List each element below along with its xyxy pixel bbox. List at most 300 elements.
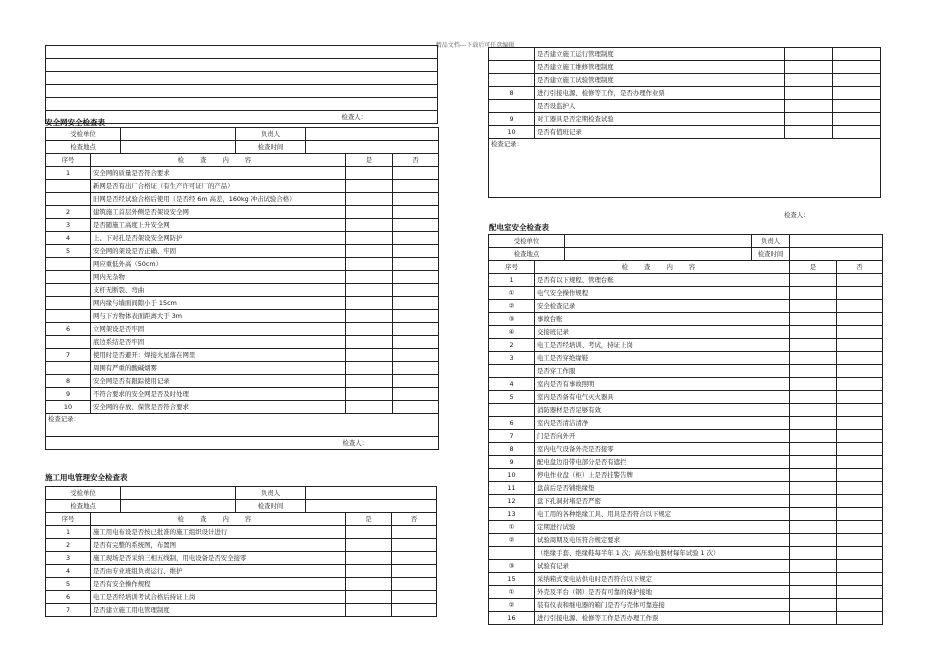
- no-cell[interactable]: [393, 388, 439, 401]
- no-cell[interactable]: [393, 167, 439, 180]
- row-number: [46, 271, 91, 284]
- col-yes-header: 是: [346, 154, 393, 167]
- no-cell[interactable]: [837, 313, 883, 326]
- no-cell[interactable]: [837, 404, 883, 417]
- row-check-item: 是否建立施工维修管理制度: [535, 61, 785, 74]
- table-row: [46, 375, 439, 388]
- right-inspector-label: 检查人：: [784, 211, 810, 219]
- row-check-item: 上、下对孔是否架设安全网防护: [91, 232, 346, 245]
- leader-value[interactable]: [306, 128, 439, 141]
- row-number: [46, 284, 91, 297]
- table-row: [489, 113, 881, 126]
- table-row: [489, 404, 883, 417]
- no-cell[interactable]: [837, 508, 883, 521]
- no-cell[interactable]: [393, 284, 439, 297]
- row-number: ①: [489, 287, 535, 300]
- yes-cell[interactable]: [790, 573, 837, 586]
- no-cell[interactable]: [392, 539, 437, 552]
- time-value[interactable]: [306, 141, 439, 154]
- table-row: [489, 300, 883, 313]
- row-number: 6: [46, 591, 91, 604]
- top-blank-table: [45, 45, 438, 124]
- no-cell[interactable]: [393, 245, 439, 258]
- no-cell[interactable]: [837, 430, 883, 443]
- yes-cell[interactable]: [346, 323, 393, 336]
- yes-cell[interactable]: [785, 48, 833, 61]
- no-cell[interactable]: [837, 560, 883, 573]
- blank-row: [46, 85, 438, 98]
- row-number: [46, 310, 91, 323]
- row-number: 12: [489, 495, 535, 508]
- row-check-item: 装有仪表和继电器的箱门是否与壳体可靠连接: [535, 599, 790, 612]
- yes-cell[interactable]: [346, 375, 393, 388]
- row-check-item: 是否有安全操作规程: [91, 578, 346, 591]
- row-check-item: 事故台账: [535, 313, 790, 326]
- time-value[interactable]: [306, 500, 437, 513]
- yes-cell[interactable]: [790, 404, 837, 417]
- no-cell[interactable]: [393, 193, 439, 206]
- row-check-item: 停电作业盘（柜）上是否挂警告牌: [535, 469, 790, 482]
- table-row: [489, 365, 883, 378]
- no-cell[interactable]: [837, 352, 883, 365]
- table-row: [46, 310, 439, 323]
- no-cell[interactable]: [837, 573, 883, 586]
- table-row: [489, 599, 883, 612]
- no-cell[interactable]: [833, 61, 881, 74]
- table-row: [46, 401, 439, 414]
- yes-cell[interactable]: [790, 469, 837, 482]
- yes-cell[interactable]: [790, 313, 837, 326]
- time-label: 检查时间: [236, 500, 306, 513]
- row-check-item: 外壳及平台（钢）是否有可靠的保护接地: [535, 586, 790, 599]
- row-check-item: 进行引接电源、检修等工作，是否办理作业票: [535, 87, 785, 100]
- col-content-header: 检 查 内 容: [91, 154, 346, 167]
- no-cell[interactable]: [393, 232, 439, 245]
- row-number: 5: [46, 245, 91, 258]
- table-row: [46, 604, 437, 617]
- row-check-item: 交接班记录: [535, 326, 790, 339]
- yes-cell[interactable]: [346, 388, 393, 401]
- record-cell[interactable]: [46, 414, 439, 437]
- row-check-item: 门是否向外开: [535, 430, 790, 443]
- no-cell[interactable]: [393, 349, 439, 362]
- yes-cell[interactable]: [790, 521, 837, 534]
- inspector-cell: 检查人：: [46, 437, 439, 450]
- row-check-item: 支杆无断裂、弯曲: [91, 284, 346, 297]
- yes-cell[interactable]: [346, 578, 392, 591]
- no-cell[interactable]: [393, 362, 439, 375]
- row-check-item: 使用时是否避开：焊接火星落在网里: [91, 349, 346, 362]
- no-cell[interactable]: [837, 482, 883, 495]
- row-number: 8: [489, 443, 535, 456]
- yes-cell[interactable]: [790, 534, 837, 547]
- row-number: 1: [489, 274, 535, 287]
- blank-row: [46, 59, 438, 72]
- row-number: 1: [46, 526, 91, 539]
- table-row: [489, 456, 883, 469]
- row-check-item: 安全网的架设是否正确、牢固: [91, 245, 346, 258]
- location-value[interactable]: [121, 500, 236, 513]
- yes-cell[interactable]: [785, 126, 833, 139]
- row-check-item: 室内是否有事故照明: [535, 378, 790, 391]
- inspector-label: 检查人：: [46, 111, 438, 124]
- row-check-item: 新网是否有出厂合格证（有生产许可证厂的产品）: [91, 180, 346, 193]
- table-row: [489, 126, 881, 139]
- yes-cell[interactable]: [790, 482, 837, 495]
- yes-cell[interactable]: [790, 391, 837, 404]
- yes-cell[interactable]: [790, 560, 837, 573]
- leader-label: 负责人: [752, 235, 790, 248]
- table-row: [489, 521, 883, 534]
- table-row: [46, 180, 439, 193]
- yes-cell[interactable]: [346, 245, 393, 258]
- row-number: 4: [489, 378, 535, 391]
- record-label: 检查记录：: [48, 415, 80, 423]
- row-number: [46, 258, 91, 271]
- no-cell[interactable]: [393, 310, 439, 323]
- yes-cell[interactable]: [790, 365, 837, 378]
- yes-cell[interactable]: [785, 87, 833, 100]
- no-cell[interactable]: [393, 219, 439, 232]
- unit-value[interactable]: [121, 487, 236, 500]
- no-cell[interactable]: [837, 586, 883, 599]
- table-row: [489, 287, 883, 300]
- no-cell[interactable]: [393, 180, 439, 193]
- table-row: [489, 469, 883, 482]
- unit-value[interactable]: [121, 128, 236, 141]
- row-number: [489, 74, 535, 87]
- row-number: 15: [489, 573, 535, 586]
- yes-cell[interactable]: [346, 206, 393, 219]
- col-no2-header: 否: [393, 154, 439, 167]
- yes-cell[interactable]: [346, 284, 393, 297]
- yes-cell[interactable]: [346, 539, 392, 552]
- row-number: 7: [489, 430, 535, 443]
- yes-cell[interactable]: [346, 565, 392, 578]
- row-number: 5: [489, 391, 535, 404]
- yes-cell[interactable]: [790, 456, 837, 469]
- row-check-item: 是否有以下规程、管理台账: [535, 274, 790, 287]
- no-cell[interactable]: [837, 417, 883, 430]
- yes-cell[interactable]: [790, 508, 837, 521]
- row-number: 13: [489, 508, 535, 521]
- blank-row: [46, 72, 438, 85]
- row-check-item: 室内电气设备外壳是否接零: [535, 443, 790, 456]
- yes-cell[interactable]: [346, 232, 393, 245]
- no-cell[interactable]: [392, 526, 437, 539]
- row-number: [46, 193, 91, 206]
- row-number: 6: [46, 323, 91, 336]
- table-row: [46, 565, 437, 578]
- row-number: 4: [46, 565, 91, 578]
- no-cell[interactable]: [393, 206, 439, 219]
- no-cell[interactable]: [837, 521, 883, 534]
- row-check-item: 室内是否清洁清净: [535, 417, 790, 430]
- no-cell[interactable]: [833, 48, 881, 61]
- row-check-item: 不符合要求的安全网是否及时处理: [91, 388, 346, 401]
- row-check-item: 定期进行试验: [535, 521, 790, 534]
- no-cell[interactable]: [837, 300, 883, 313]
- row-check-item: 施工用电布设是否按已批准的施工组织设计进行: [91, 526, 346, 539]
- row-number: 9: [489, 456, 535, 469]
- table-row: [46, 349, 439, 362]
- row-check-item: 安全检查记录: [535, 300, 790, 313]
- row-number: [489, 100, 535, 113]
- row-number: 3: [46, 552, 91, 565]
- yes-cell[interactable]: [790, 378, 837, 391]
- no-cell[interactable]: [393, 336, 439, 349]
- row-number: 7: [46, 349, 91, 362]
- row-number: 16: [489, 612, 535, 625]
- no-cell[interactable]: [837, 391, 883, 404]
- table-row: [489, 612, 883, 625]
- yes-cell[interactable]: [790, 326, 837, 339]
- yes-cell[interactable]: [790, 274, 837, 287]
- row-check-item: （绝缘手套、绝缘鞋每半年 1 次；高压验电器材每年试验 1 次）: [535, 547, 790, 560]
- table-row: [489, 560, 883, 573]
- no-cell[interactable]: [837, 599, 883, 612]
- yes-cell[interactable]: [785, 100, 833, 113]
- table-row: [489, 482, 883, 495]
- no-cell[interactable]: [393, 401, 439, 414]
- table-row: [46, 206, 439, 219]
- no-cell[interactable]: [837, 326, 883, 339]
- table-row: [489, 352, 883, 365]
- yes-cell[interactable]: [346, 167, 393, 180]
- no-cell[interactable]: [392, 552, 437, 565]
- distribution-room-title: 配电室安全检查表: [489, 223, 549, 232]
- yes-cell[interactable]: [790, 352, 837, 365]
- temp-power-table: [45, 486, 437, 617]
- col-no2-header: 否: [837, 261, 883, 274]
- row-number: [489, 48, 535, 61]
- row-number: 10: [489, 469, 535, 482]
- row-number: 3: [489, 352, 535, 365]
- no-cell[interactable]: [837, 456, 883, 469]
- col-no-header: 序号: [489, 261, 535, 274]
- no-cell[interactable]: [393, 258, 439, 271]
- row-number: [489, 404, 535, 417]
- blank-row: [46, 46, 438, 59]
- row-check-item: 建筑施工首层外侧是否架设安全网: [91, 206, 346, 219]
- safety-net-title: 安全网安全检查表: [45, 118, 105, 127]
- time-value[interactable]: [790, 248, 883, 261]
- row-number: [46, 362, 91, 375]
- row-check-item: 盘下孔洞封堵是否严密: [535, 495, 790, 508]
- table-row: [46, 284, 439, 297]
- table-row: [489, 430, 883, 443]
- row-check-item: 电工用的各种绝缘工具、用具是否符合以下规定: [535, 508, 790, 521]
- yes-cell[interactable]: [790, 599, 837, 612]
- no-cell[interactable]: [392, 591, 437, 604]
- yes-cell[interactable]: [790, 300, 837, 313]
- yes-cell[interactable]: [785, 61, 833, 74]
- table-row: [46, 271, 439, 284]
- row-check-item: 施工现场是否采纳三相五线制，用电设备是否安全接零: [91, 552, 346, 565]
- row-check-item: 周围有严重的酸碱烟雾: [91, 362, 346, 375]
- no-cell[interactable]: [837, 287, 883, 300]
- table-row: [489, 417, 883, 430]
- yes-cell[interactable]: [790, 443, 837, 456]
- row-number: ①: [489, 586, 535, 599]
- row-number: [489, 365, 535, 378]
- no-cell[interactable]: [833, 113, 881, 126]
- row-check-item: 是否建立施工用电管理制度: [91, 604, 346, 617]
- table-row: [489, 87, 881, 100]
- yes-cell[interactable]: [346, 526, 392, 539]
- no-cell[interactable]: [837, 339, 883, 352]
- table-row: [489, 573, 883, 586]
- blank-row: [46, 98, 438, 111]
- row-check-item: 盘前后是否铺绝缘垫: [535, 482, 790, 495]
- no-cell[interactable]: [837, 547, 883, 560]
- location-label: 检查地点: [46, 141, 121, 154]
- yes-cell[interactable]: [346, 271, 393, 284]
- location-label: 检查地点: [489, 248, 565, 261]
- yes-cell[interactable]: [790, 339, 837, 352]
- row-check-item: 网内缘与墙面间隙小于 15cm: [91, 297, 346, 310]
- table-row: [489, 534, 883, 547]
- location-value[interactable]: [121, 141, 236, 154]
- no-cell[interactable]: [392, 565, 437, 578]
- no-cell[interactable]: [837, 274, 883, 287]
- unit-value[interactable]: [565, 235, 752, 248]
- leader-label: 负责人: [236, 128, 306, 141]
- table-row: [489, 326, 883, 339]
- leader-value[interactable]: [306, 487, 437, 500]
- table-row: [46, 219, 439, 232]
- row-check-item: 是否设监护人: [535, 100, 785, 113]
- row-check-item: 是否建立施工试验管理制度: [535, 74, 785, 87]
- yes-cell[interactable]: [790, 417, 837, 430]
- no-cell[interactable]: [837, 365, 883, 378]
- table-row: [46, 336, 439, 349]
- yes-cell[interactable]: [346, 401, 393, 414]
- no-cell[interactable]: [833, 74, 881, 87]
- row-check-item: 电工是否经培训、考试，持证上岗: [535, 339, 790, 352]
- col-no-header: 序号: [46, 154, 91, 167]
- col-content-header: 检 查 内 容: [91, 513, 346, 526]
- row-check-item: 是否随施工高度上升安全网: [91, 219, 346, 232]
- yes-cell[interactable]: [790, 495, 837, 508]
- row-number: [46, 180, 91, 193]
- yes-cell[interactable]: [346, 219, 393, 232]
- yes-cell[interactable]: [346, 258, 393, 271]
- row-check-item: 消防器材是否足够有效: [535, 404, 790, 417]
- table-row: [489, 378, 883, 391]
- row-number: ②: [489, 300, 535, 313]
- no-cell[interactable]: [837, 378, 883, 391]
- row-number: 2: [46, 206, 91, 219]
- yes-cell[interactable]: [346, 552, 392, 565]
- row-check-item: 电气安全操作规程: [535, 287, 790, 300]
- table-row: [46, 388, 439, 401]
- unit-label: 受检单位: [46, 487, 121, 500]
- yes-cell[interactable]: [346, 297, 393, 310]
- row-check-item: 是否有值班记录: [535, 126, 785, 139]
- table-row: [46, 232, 439, 245]
- time-label: 检查时间: [236, 141, 306, 154]
- row-number: 5: [46, 578, 91, 591]
- row-check-item: 电工是否穿绝缘鞋: [535, 352, 790, 365]
- record-cell[interactable]: [489, 139, 881, 198]
- row-check-item: 底边系结是否牢固: [91, 336, 346, 349]
- table-row: [46, 297, 439, 310]
- no-cell[interactable]: [392, 604, 437, 617]
- row-check-item: 对工器具是否定期检查试验: [535, 113, 785, 126]
- yes-cell[interactable]: [346, 591, 392, 604]
- yes-cell[interactable]: [790, 612, 837, 625]
- no-cell[interactable]: [392, 578, 437, 591]
- page-header-note: 精品文档---下载后可任意编辑: [435, 42, 515, 49]
- row-number: 8: [46, 375, 91, 388]
- unit-label: 受检单位: [489, 235, 565, 248]
- no-cell[interactable]: [837, 469, 883, 482]
- row-check-item: 旧网是否经试验合格后使用（是否经 6m 高差，160kg 冲击试验合格）: [91, 193, 346, 206]
- table-row: [489, 508, 883, 521]
- location-value[interactable]: [565, 248, 752, 261]
- row-number: 1: [46, 167, 91, 180]
- yes-cell[interactable]: [346, 604, 392, 617]
- row-check-item: 电工是否经培训考试合格后持证上岗: [91, 591, 346, 604]
- table-row: [46, 539, 437, 552]
- no-cell[interactable]: [833, 87, 881, 100]
- row-check-item: 试验周期及电压符合规定要求: [535, 534, 790, 547]
- yes-cell[interactable]: [785, 113, 833, 126]
- yes-cell[interactable]: [785, 74, 833, 87]
- yes-cell[interactable]: [346, 336, 393, 349]
- yes-cell[interactable]: [346, 349, 393, 362]
- yes-cell[interactable]: [346, 180, 393, 193]
- yes-cell[interactable]: [346, 362, 393, 375]
- no-cell[interactable]: [393, 297, 439, 310]
- table-row: [489, 274, 883, 287]
- table-row: [489, 100, 881, 113]
- row-check-item: 安全网是否有跟踪使用记录: [91, 375, 346, 388]
- row-check-item: 是否穿工作服: [535, 365, 790, 378]
- yes-cell[interactable]: [790, 430, 837, 443]
- col-yes-header: 是: [346, 513, 392, 526]
- row-check-item: 采纳箱式变电站供电时是否符合以下规定: [535, 573, 790, 586]
- leader-value[interactable]: [790, 235, 883, 248]
- table-row: [46, 193, 439, 206]
- table-row: [489, 339, 883, 352]
- row-check-item: 网应重低外高（50cm）: [91, 258, 346, 271]
- yes-cell[interactable]: [790, 586, 837, 599]
- no-cell[interactable]: [393, 323, 439, 336]
- no-cell[interactable]: [837, 443, 883, 456]
- no-cell[interactable]: [393, 271, 439, 284]
- row-check-item: 网与下方物体表面距离大于 3m: [91, 310, 346, 323]
- no-cell[interactable]: [837, 612, 883, 625]
- row-check-item: 网内无杂物: [91, 271, 346, 284]
- row-check-item: 安全网的质量是否符合要求: [91, 167, 346, 180]
- table-row: [46, 552, 437, 565]
- row-number: 10: [46, 401, 91, 414]
- no-cell[interactable]: [833, 126, 881, 139]
- row-number: 2: [46, 539, 91, 552]
- no-cell[interactable]: [393, 375, 439, 388]
- yes-cell[interactable]: [790, 287, 837, 300]
- yes-cell[interactable]: [790, 547, 837, 560]
- row-number: [489, 61, 535, 74]
- yes-cell[interactable]: [346, 193, 393, 206]
- table-row: [46, 323, 439, 336]
- no-cell[interactable]: [837, 495, 883, 508]
- yes-cell[interactable]: [346, 310, 393, 323]
- no-cell[interactable]: [837, 534, 883, 547]
- no-cell[interactable]: [833, 100, 881, 113]
